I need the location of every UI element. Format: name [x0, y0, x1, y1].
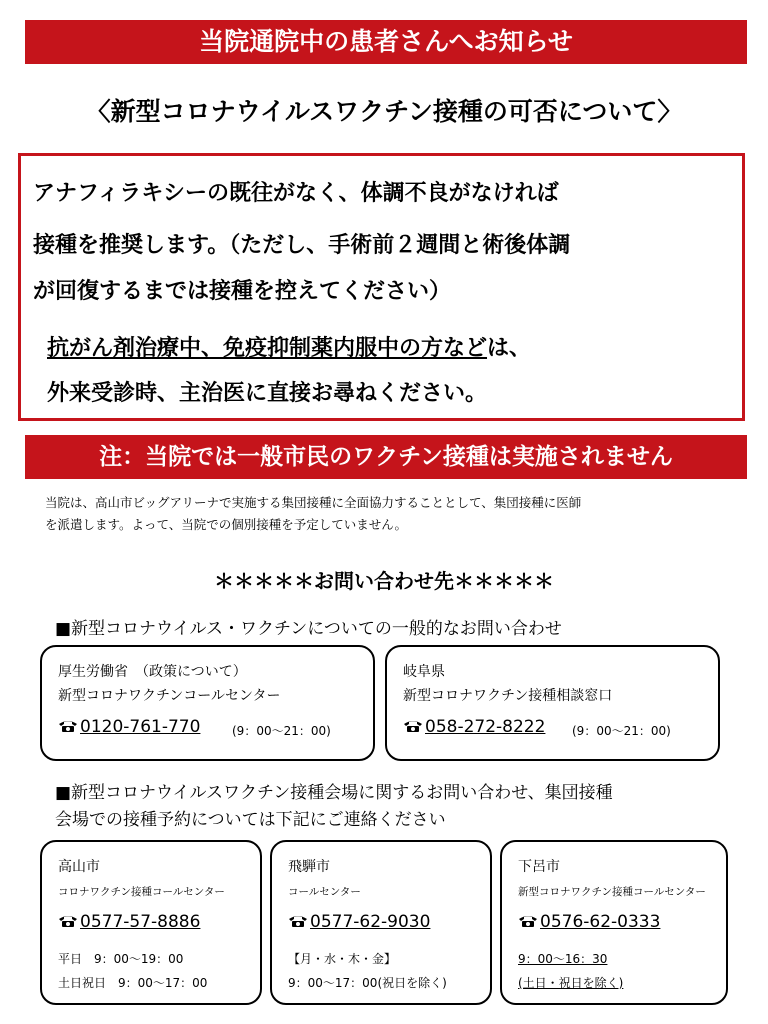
card-phone-number: 058-272-8222	[425, 717, 546, 737]
card-phone[interactable]	[58, 912, 200, 932]
card-name: 新型コロナワクチンコールセンター	[58, 688, 281, 704]
card-name: コールセンター	[288, 886, 361, 898]
contact-card-hida	[270, 840, 492, 1005]
card-phone-number: 0120-761-770	[80, 717, 201, 737]
notice-line-3: が回復するまでは接種を控えてください）	[33, 279, 452, 304]
notice-line-4-underlined: 抗がん剤治療中、免疫抑制薬内服中の方など	[47, 336, 488, 361]
contact-card-mhlw	[40, 645, 375, 761]
card-city: 高山市	[58, 859, 100, 875]
card-city: 下呂市	[518, 859, 560, 875]
notice-line-4	[47, 331, 531, 362]
page-subtitle: 〈新型コロナウイルスワクチン接種の可否について〉	[85, 97, 683, 126]
notice-line-2: 接種を推奨します。（ただし、手術前２週間と術後体調	[33, 233, 571, 258]
note-text-line-1: 当院は、高山市ビッグアリーナで実施する集団接種に全面協力することとして、集団接種に医師	[45, 495, 582, 510]
card-phone[interactable]	[403, 717, 545, 737]
section2-heading-line-2: 会場での接種予約については下記にご連絡ください	[55, 810, 446, 830]
card-hours-1: 9：00～16：30	[518, 952, 608, 966]
contact-card-gifu	[385, 645, 720, 761]
card-name: コロナワクチン接種コールセンター	[58, 886, 225, 898]
phone-icon	[518, 914, 538, 928]
phone-icon	[403, 719, 423, 733]
notice-line-4-rest: は、	[487, 336, 532, 361]
card-hours-1: 【月・水・木・金】	[288, 952, 397, 966]
card-name: 新型コロナワクチン接種コールセンター	[518, 886, 706, 898]
contact-card-takayama	[40, 840, 262, 1005]
card-phone[interactable]	[288, 912, 430, 932]
contact-card-gero	[500, 840, 728, 1005]
note-text-line-2: を派遣します。よって、当院での個別接種を予定していません。	[45, 517, 408, 532]
page-title-banner: 当院通院中の患者さんへお知らせ	[25, 20, 747, 64]
card-org: 厚生労働省 （政策について）	[58, 664, 247, 680]
card-hours: (9：00～21：00)	[572, 724, 671, 738]
card-hours-2: 9：00～17：00(祝日を除く)	[288, 976, 447, 990]
notice-line-5: 外来受診時、主治医に直接お尋ねください。	[47, 381, 488, 406]
card-city: 飛騨市	[288, 859, 330, 875]
card-phone[interactable]	[58, 717, 200, 737]
card-hours-1: 平日 9：00～19：00	[58, 952, 184, 966]
card-hours-2: (土日・祝日を除く)	[518, 976, 624, 990]
card-phone-number: 0577-62-9030	[310, 912, 431, 932]
vaccination-notice-box	[18, 153, 745, 421]
card-phone[interactable]	[518, 912, 660, 932]
section2-heading-line-1: ■新型コロナウイルスワクチン接種会場に関するお問い合わせ、集団接種	[55, 783, 613, 803]
card-hours-2: 土日祝日 9：00～17：00	[58, 976, 208, 990]
contact-heading: ＊＊＊＊＊お問い合わせ先＊＊＊＊＊	[214, 569, 554, 593]
phone-icon	[58, 719, 78, 733]
section1-heading: ■新型コロナウイルス・ワクチンについての一般的なお問い合わせ	[55, 619, 562, 639]
card-org: 岐阜県	[403, 664, 445, 680]
phone-icon	[288, 914, 308, 928]
phone-icon	[58, 914, 78, 928]
card-phone-number: 0576-62-0333	[540, 912, 661, 932]
card-name: 新型コロナワクチン接種相談窓口	[403, 688, 613, 704]
card-phone-number: 0577-57-8886	[80, 912, 201, 932]
note-banner: 注：当院では一般市民のワクチン接種は実施されません	[25, 435, 747, 479]
card-hours: (9：00～21：00)	[232, 724, 331, 738]
notice-line-1: アナフィラキシーの既往がなく、体調不良がなければ	[33, 181, 559, 206]
